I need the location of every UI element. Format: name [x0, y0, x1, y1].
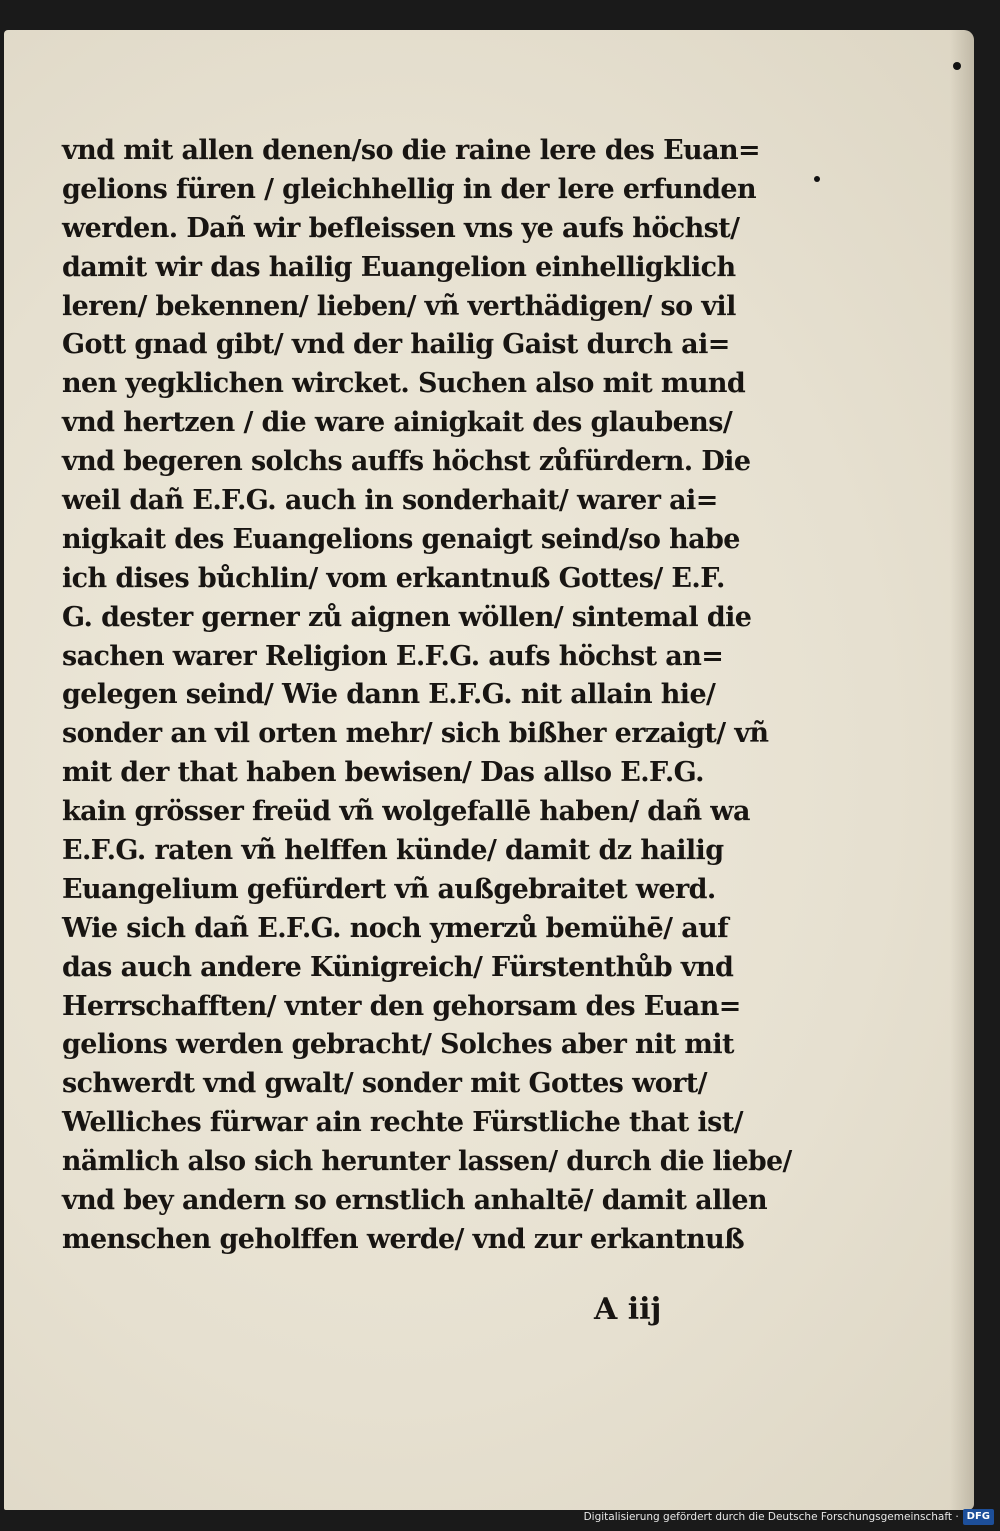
footer-text: Digitalisierung gefördert durch die Deutsche Forschungsgemeinschaft · [583, 1511, 959, 1523]
text-line: E.F.G. raten vñ helffen künde/ damit dz hailig [62, 835, 724, 867]
text-line: damit wir das hailig Euangelion einhelligklich [62, 251, 736, 283]
text-line: gelions werden gebracht/ Solches aber nit mit [62, 1029, 734, 1061]
text-line: Herrschafften/ vnter den gehorsam des Euan= [62, 990, 741, 1022]
text-line: gelions füren / gleichhellig in der lere erfunden [62, 173, 757, 205]
text-line: vnd hertzen / die ware ainigkait des glaubens/ [62, 407, 733, 439]
page-edge-shadow [950, 30, 974, 1510]
text-line: leren/ bekennen/ lieben/ vñ verthädigen/ so vil [62, 290, 736, 322]
text-line: mit der that haben bewisen/ Das allso E.F.G. [62, 757, 704, 789]
text-line: sonder an vil orten mehr/ sich bißher erzaigt/ vñ [62, 718, 769, 750]
text-line: vnd begeren solchs auffs höchst zůfürdern. Die [62, 446, 751, 478]
book-page [4, 30, 974, 1510]
text-line: Wie sich dañ E.F.G. noch ymerzů bemühē/ auf [62, 912, 729, 944]
text-line: gelegen seind/ Wie dann E.F.G. nit allain hie/ [62, 679, 716, 711]
text-line: vnd bey andern so ernstlich anhaltē/ damit allen [62, 1185, 767, 1217]
text-line: ich dises bůchlin/ vom erkantnuß Gottes/ E.F. [62, 562, 725, 594]
text-block [62, 132, 792, 1260]
text-line: sachen warer Religion E.F.G. aufs höchst an= [62, 640, 724, 672]
text-line: G. dester gerner zů aignen wöllen/ sintemal die [62, 601, 752, 633]
text-line: weil dañ E.F.G. auch in sonderhait/ warer ai= [62, 485, 718, 517]
text-line: das auch andere Künigreich/ Fürstenthůb vnd [62, 951, 734, 983]
text-line: schwerdt vnd gwalt/ sonder mit Gottes wort/ [62, 1068, 707, 1100]
footer-credit [584, 1508, 994, 1526]
text-line: nen yegklichen wircket. Suchen also mit mund [62, 368, 746, 400]
text-line: vnd mit allen denen/so die raine lere des Euan= [62, 135, 761, 166]
text-line: Gott gnad gibt/ vnd der hailig Gaist durch ai= [62, 329, 730, 361]
text-line: Welliches fürwar ain rechte Fürstliche that ist/ [62, 1107, 743, 1139]
text-line: werden. Dañ wir befleissen vns ye aufs höchst/ [62, 212, 740, 244]
text-line: menschen geholffen werde/ vnd zur erkantnuß [62, 1223, 745, 1255]
text-line: nämlich also sich herunter lassen/ durch die liebe/ [62, 1146, 792, 1178]
ink-dot-top [953, 62, 961, 70]
text-line: Euangelium gefürdert vñ außgebraitet werd. [62, 873, 716, 905]
signature-mark: A iij [594, 1292, 662, 1327]
dfg-logo: DFG [963, 1509, 994, 1525]
text-line: kain grösser freüd vñ wolgefallē haben/ dañ wa [62, 796, 750, 828]
ink-dot-margin [814, 176, 820, 182]
text-line: nigkait des Euangelions genaigt seind/so habe [62, 523, 740, 555]
